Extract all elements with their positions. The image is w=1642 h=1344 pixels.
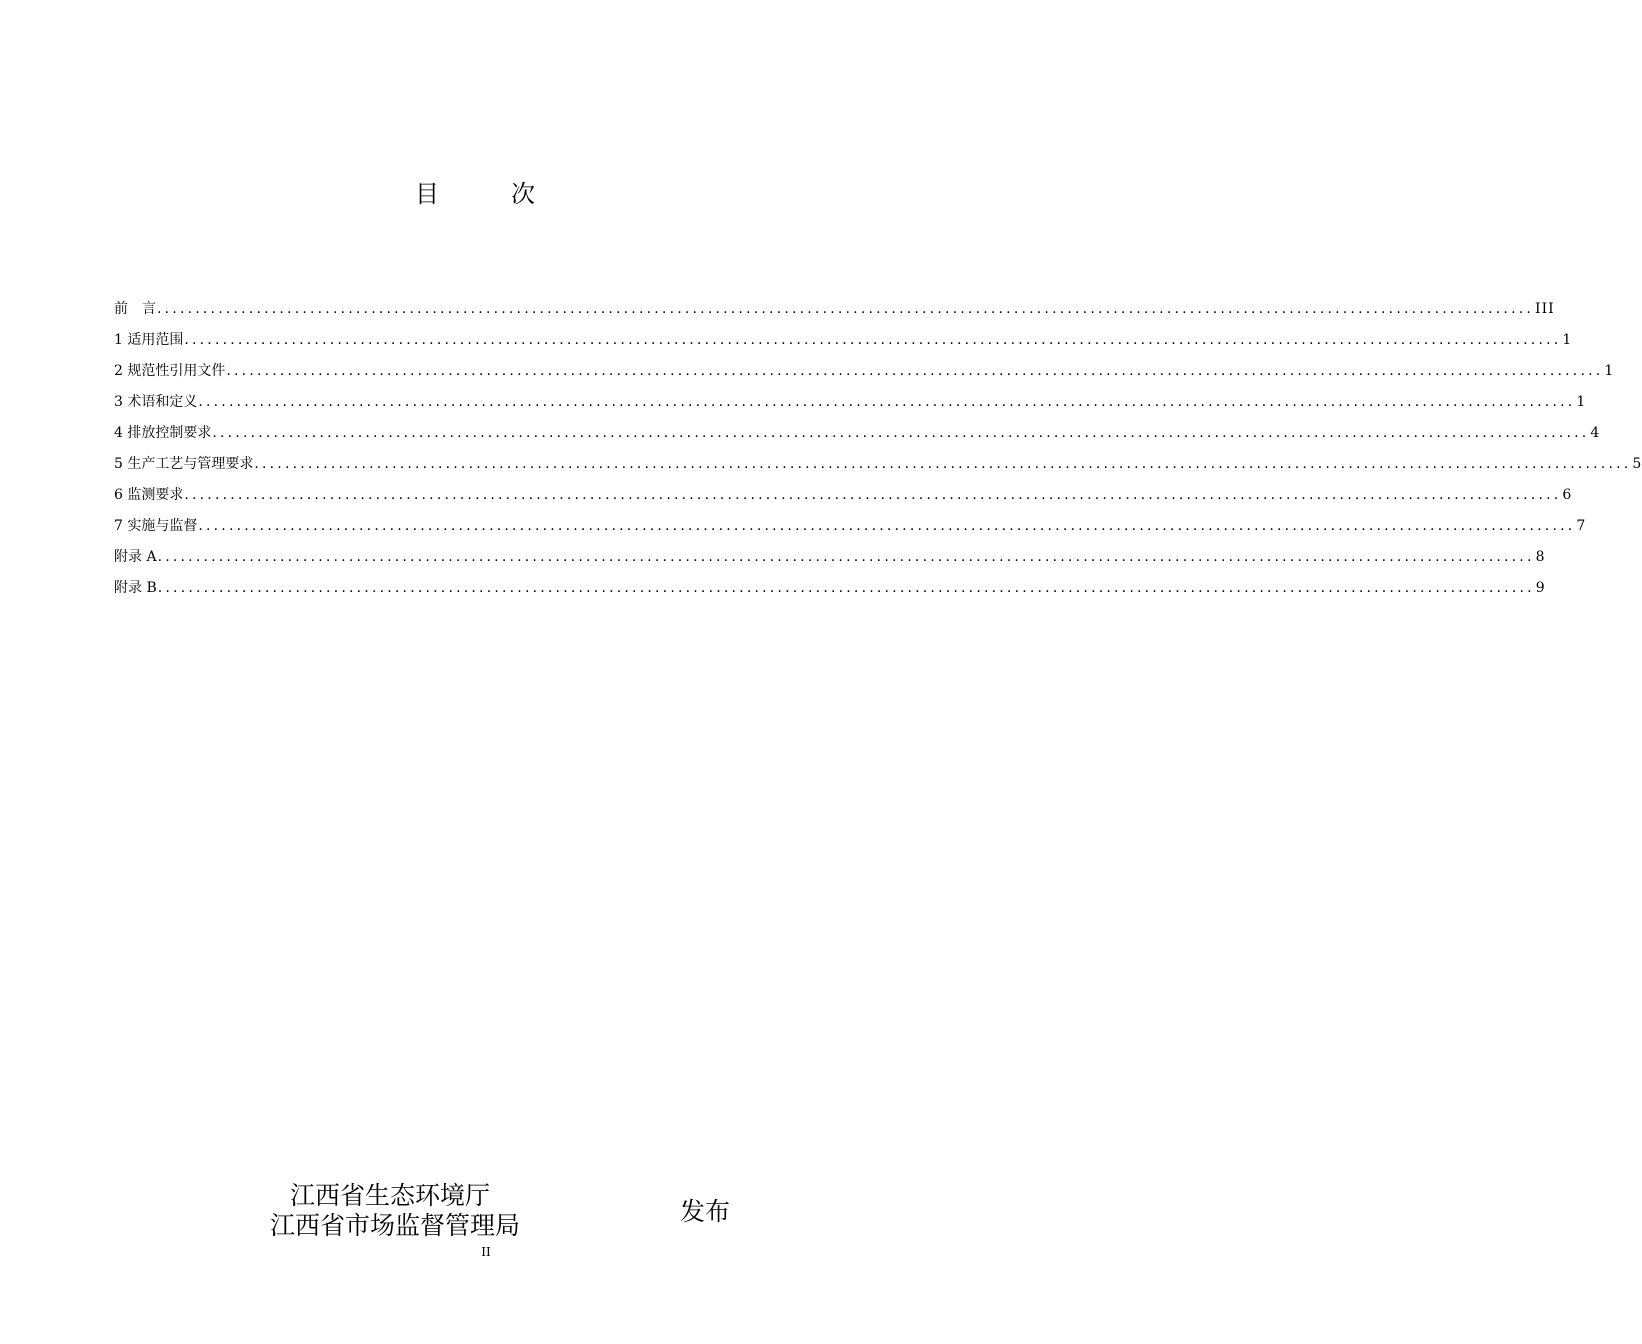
toc-entry-page: 5 [1632, 456, 1642, 472]
toc-dot-leader: .................................................................................................................................................................................... [184, 332, 1562, 348]
toc-dot-leader: .................................................................................................................................................................................... [198, 394, 1576, 410]
toc-entry-label: 2 规范性引用文件 [114, 363, 226, 379]
toc-dot-leader: .................................................................................................................................................................................... [184, 487, 1562, 503]
toc-dot-leader: .................................................................................................................................................................................... [157, 301, 1535, 317]
toc-dot-leader: .................................................................................................................................................................................... [157, 580, 1535, 596]
toc-entry-scope[interactable] [114, 327, 1573, 358]
toc-entry-emission-control[interactable] [114, 420, 1601, 451]
table-of-contents [114, 296, 1642, 606]
toc-entry-label: 1 适用范围 [114, 332, 184, 348]
toc-dot-leader: .................................................................................................................................................................................... [254, 456, 1632, 472]
publish-label: 发布 [680, 1197, 731, 1226]
toc-entry-appendix-b[interactable] [114, 575, 1546, 606]
toc-entry-normative-references[interactable] [114, 358, 1615, 389]
page-title: 目 次 [415, 180, 559, 208]
toc-entry-label: 7 实施与监督 [114, 518, 198, 534]
toc-entry-page: 1 [1604, 363, 1615, 379]
toc-entry-page: 9 [1535, 580, 1546, 596]
toc-entry-page: 1 [1576, 394, 1587, 410]
toc-entry-monitoring[interactable] [114, 482, 1573, 513]
toc-entry-label: 3 术语和定义 [114, 394, 198, 410]
toc-entry-page: 4 [1590, 425, 1601, 441]
toc-entry-label: 前 言 [114, 301, 156, 317]
toc-entry-label: 6 监测要求 [114, 487, 184, 503]
toc-entry-page: III [1535, 301, 1555, 317]
issuer-name: 江西省市场监督管理局 [270, 1211, 521, 1240]
toc-entry-label: 附录 A [114, 549, 157, 565]
toc-entry-process-management[interactable] [114, 451, 1642, 482]
toc-entry-page: 6 [1562, 487, 1573, 503]
toc-dot-leader: .................................................................................................................................................................................... [212, 425, 1590, 441]
toc-dot-leader: .................................................................................................................................................................................... [198, 518, 1576, 534]
page-number: II [481, 1245, 491, 1259]
issuer-name: 江西省生态环境厅 [290, 1181, 491, 1210]
issuer-block [0, 1176, 950, 1246]
toc-entry-page: 1 [1562, 332, 1573, 348]
toc-entry-label: 5 生产工艺与管理要求 [114, 456, 254, 472]
toc-entry-implementation[interactable] [114, 513, 1587, 544]
toc-entry-page: 7 [1576, 518, 1587, 534]
toc-entry-appendix-a[interactable] [114, 544, 1546, 575]
toc-dot-leader: .................................................................................................................................................................................... [157, 549, 1535, 565]
toc-entry-foreword[interactable] [114, 296, 1555, 327]
toc-entry-label: 4 排放控制要求 [114, 425, 212, 441]
toc-entry-label: 附录 B [114, 580, 157, 596]
toc-dot-leader: .................................................................................................................................................................................... [226, 363, 1604, 379]
toc-entry-page: 8 [1535, 549, 1546, 565]
toc-entry-terms-definitions[interactable] [114, 389, 1587, 420]
